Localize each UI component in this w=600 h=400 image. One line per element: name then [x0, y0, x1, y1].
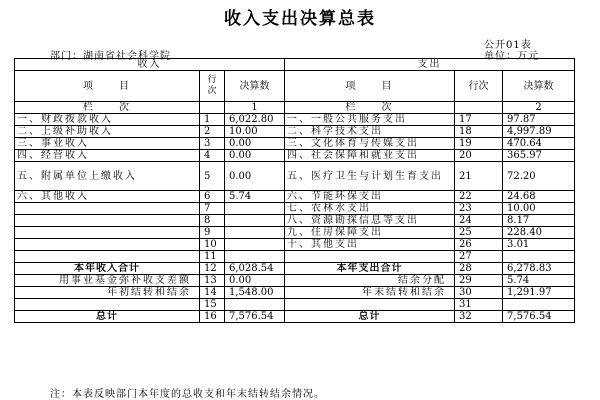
expense-item: 二、科学技术支出 [285, 126, 455, 138]
income-item [15, 227, 200, 239]
table-row [15, 275, 575, 287]
table-row [15, 227, 575, 239]
expense-row-number: 18 [455, 126, 503, 138]
income-row-number: 2 [200, 126, 225, 138]
income-item [15, 299, 200, 311]
department-label: 部门：湖南省社会科学院 [50, 51, 171, 62]
income-row-number: 8 [200, 215, 225, 227]
income-item [15, 203, 200, 215]
income-item: 一、财政拨款收入 [15, 114, 200, 126]
income-amount: 7,576.54 [225, 311, 285, 323]
expense-item: 本年支出合计 [285, 263, 455, 275]
expense-amount: 3.01 [503, 239, 575, 251]
expense-row-number: 24 [455, 215, 503, 227]
expense-item [285, 251, 455, 263]
expense-index-label: 栏 次 [285, 102, 455, 114]
income-row-header-char-2: 次 [207, 86, 217, 96]
expense-amount: 72.20 [503, 162, 575, 191]
income-item: 二、上级补助收入 [15, 126, 200, 138]
table-row [15, 239, 575, 251]
income-expense-table [14, 58, 575, 323]
expense-row-number: 25 [455, 227, 503, 239]
expense-row-number: 29 [455, 275, 503, 287]
expense-row-number: 32 [455, 311, 503, 323]
income-amount: 10.00 [225, 126, 285, 138]
table-row [15, 215, 575, 227]
income-item [15, 251, 200, 263]
expense-amount: 4,997.89 [503, 126, 575, 138]
expense-row-number: 23 [455, 203, 503, 215]
expense-item: 七、农林水支出 [285, 203, 455, 215]
expense-amount: 228.40 [503, 227, 575, 239]
income-amount [225, 239, 285, 251]
grand-total-row [15, 311, 575, 323]
income-item [15, 239, 200, 251]
expense-section-header: 支出 [285, 59, 575, 71]
income-item-header: 项 目 [15, 71, 200, 102]
expense-row-number: 22 [455, 191, 503, 203]
expense-amount: 8.17 [503, 215, 575, 227]
income-amount [225, 299, 285, 311]
expense-row-number: 31 [455, 299, 503, 311]
table-row [15, 114, 575, 126]
income-row-number: 14 [200, 287, 225, 299]
expense-row-header: 行次 [455, 71, 503, 102]
income-amount-header: 决算数 [225, 71, 285, 102]
income-row-header-char-1: 行 [207, 75, 217, 85]
income-row-number: 11 [200, 251, 225, 263]
expense-item: 五、医疗卫生与计划生育支出 [285, 162, 455, 191]
income-item [15, 215, 200, 227]
table-row [15, 299, 575, 311]
income-section-header: 收入 [15, 59, 285, 71]
income-item: 五、附属单位上缴收入 [15, 162, 200, 191]
expense-item: 六、节能环保支出 [285, 191, 455, 203]
expense-amount-header: 决算数 [503, 71, 575, 102]
expense-amount: 1,291.97 [503, 287, 575, 299]
expense-item [285, 299, 455, 311]
expense-row-number: 27 [455, 251, 503, 263]
income-item: 总计 [15, 311, 200, 323]
expense-row-number: 30 [455, 287, 503, 299]
expense-row-number: 26 [455, 239, 503, 251]
expense-row-number: 21 [455, 162, 503, 191]
expense-item: 八、资源勘探信息等支出 [285, 215, 455, 227]
income-amount: 6,028.54 [225, 263, 285, 275]
expense-item: 一、一般公共服务支出 [285, 114, 455, 126]
unit-label: 单位：万元 [484, 51, 539, 62]
income-item: 三、事业收入 [15, 138, 200, 150]
expense-item-header: 项 目 [285, 71, 455, 102]
income-amount: 1,548.00 [225, 287, 285, 299]
expense-row-number: 17 [455, 114, 503, 126]
footnote: 注：本表反映部门本年度的总收支和年末结转结余情况。 [50, 389, 325, 400]
page-title: 收入支出决算总表 [224, 9, 376, 29]
table-row [15, 150, 575, 162]
income-row-number: 15 [200, 299, 225, 311]
expense-amount: 10.00 [503, 203, 575, 215]
income-amount: 6,022.80 [225, 114, 285, 126]
income-row-header [200, 71, 225, 102]
income-row-number: 1 [200, 114, 225, 126]
income-row-number: 4 [200, 150, 225, 162]
table-row [15, 287, 575, 299]
table-row [15, 138, 575, 150]
income-row-number: 16 [200, 311, 225, 323]
income-row-number: 13 [200, 275, 225, 287]
form-number: 公开01表 [484, 40, 532, 51]
income-row-number: 3 [200, 138, 225, 150]
expense-amount: 470.64 [503, 138, 575, 150]
table-row [15, 126, 575, 138]
expense-index-amount: 2 [503, 102, 575, 114]
expense-row-number: 28 [455, 263, 503, 275]
expense-amount: 97.87 [503, 114, 575, 126]
expense-item: 结余分配 [285, 275, 455, 287]
expense-item: 总计 [285, 311, 455, 323]
expense-amount [503, 299, 575, 311]
income-amount: 5.74 [225, 191, 285, 203]
expense-amount: 24.68 [503, 191, 575, 203]
income-item: 用事业基金弥补收支差额 [15, 275, 200, 287]
income-amount [225, 203, 285, 215]
income-item: 六、其他收入 [15, 191, 200, 203]
expense-row-number: 20 [455, 150, 503, 162]
expense-index-row-cell [455, 102, 503, 114]
income-amount: 0.00 [225, 150, 285, 162]
income-amount [225, 251, 285, 263]
income-amount [225, 215, 285, 227]
expense-item: 四、社会保障和就业支出 [285, 150, 455, 162]
income-item: 四、经营收入 [15, 150, 200, 162]
income-amount [225, 227, 285, 239]
expense-item: 三、文化体育与传媒支出 [285, 138, 455, 150]
income-index-amount: 1 [225, 102, 285, 114]
income-amount: 0.00 [225, 162, 285, 191]
income-index-label: 栏 次 [15, 102, 200, 114]
expense-item: 十、其他支出 [285, 239, 455, 251]
income-index-row-cell [200, 102, 225, 114]
income-row-number: 12 [200, 263, 225, 275]
expense-item: 年末结转和结余 [285, 287, 455, 299]
index-row [15, 102, 575, 114]
income-row-number: 5 [200, 162, 225, 191]
table-row [15, 162, 575, 191]
expense-amount: 365.97 [503, 150, 575, 162]
table-row [15, 191, 575, 203]
column-header-row [15, 71, 575, 102]
income-item: 年初结转和结余 [15, 287, 200, 299]
income-amount: 0.00 [225, 138, 285, 150]
income-row-number: 9 [200, 227, 225, 239]
section-header-row [15, 59, 575, 71]
expense-amount [503, 251, 575, 263]
income-row-number: 7 [200, 203, 225, 215]
year-total-row [15, 263, 575, 275]
income-row-number: 6 [200, 191, 225, 203]
income-row-number: 10 [200, 239, 225, 251]
expense-row-number: 19 [455, 138, 503, 150]
expense-item: 九、住房保障支出 [285, 227, 455, 239]
expense-amount: 7,576.54 [503, 311, 575, 323]
income-item: 本年收入合计 [15, 263, 200, 275]
income-amount: 0.00 [225, 275, 285, 287]
expense-amount: 5.74 [503, 275, 575, 287]
table-row [15, 203, 575, 215]
expense-amount: 6,278.83 [503, 263, 575, 275]
table-row [15, 251, 575, 263]
